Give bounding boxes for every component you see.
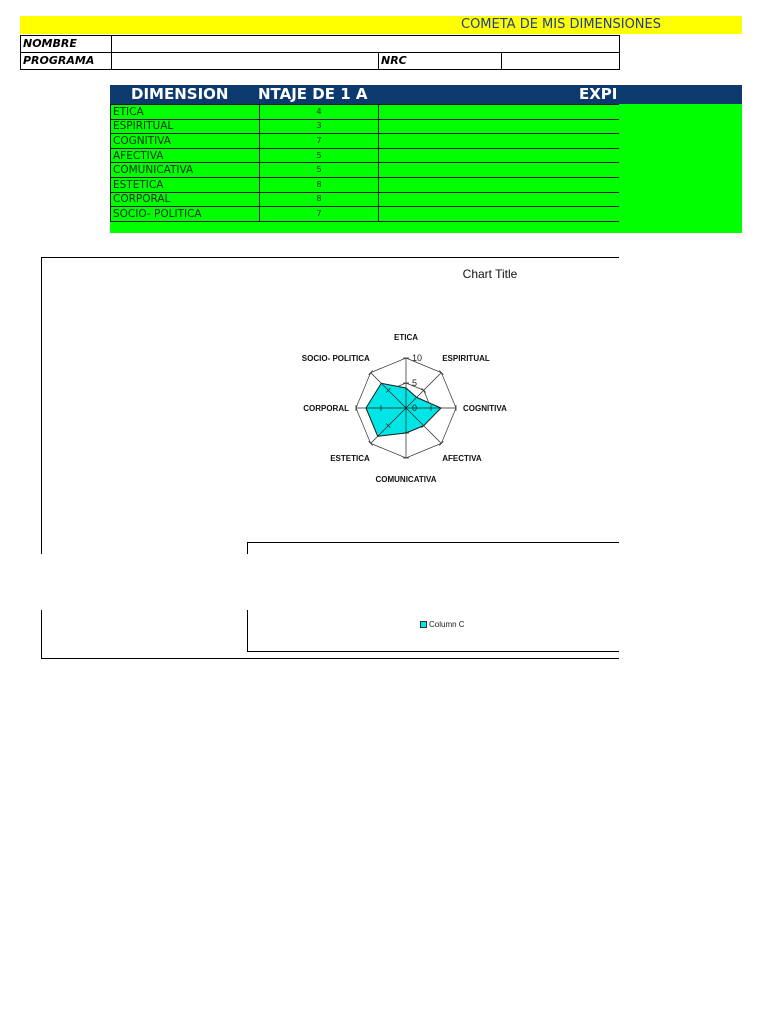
score-cell[interactable]: 7 xyxy=(260,207,379,222)
legend-label: Column C xyxy=(429,620,465,629)
score-cell[interactable]: 7 xyxy=(260,134,379,149)
score-cell[interactable]: 5 xyxy=(260,163,379,178)
dimension-cell[interactable]: ESPIRITUAL xyxy=(111,119,260,134)
radar-tick-label: 10 xyxy=(412,353,423,363)
programa-label: PROGRAMA xyxy=(21,53,112,70)
dimension-cell[interactable]: SOCIO- POLITICA xyxy=(111,207,260,222)
score-cell[interactable]: 8 xyxy=(260,177,379,192)
score-cell[interactable]: 5 xyxy=(260,148,379,163)
header-dimension: DIMENSION xyxy=(131,85,229,103)
dimension-cell[interactable]: ETICA xyxy=(111,105,260,120)
radar-category-label: ESTETICA xyxy=(330,454,370,464)
dimension-cell[interactable]: AFECTIVA xyxy=(111,148,260,163)
legend-swatch xyxy=(420,621,427,628)
nombre-label: NOMBRE xyxy=(21,36,112,53)
radar-category-label: ESPIRITUAL xyxy=(442,353,490,363)
dimension-cell[interactable]: COGNITIVA xyxy=(111,134,260,149)
radar-category-label: CORPORAL xyxy=(303,404,349,413)
radar-category-label: COMUNICATIVA xyxy=(375,475,437,484)
radar-axes xyxy=(356,358,456,458)
dimension-cell[interactable]: CORPORAL xyxy=(111,192,260,207)
score-cell[interactable]: 3 xyxy=(260,119,379,134)
header-score: NTAJE DE 1 A xyxy=(258,85,368,103)
radar-tick-label: 5 xyxy=(412,378,418,388)
nrc-label: NRC xyxy=(379,53,502,70)
dimension-cell[interactable]: COMUNICATIVA xyxy=(111,163,260,178)
dimension-cell[interactable]: ESTETICA xyxy=(111,177,260,192)
radar-category-label: ETICA xyxy=(394,333,418,342)
legend-box[interactable] xyxy=(247,542,619,652)
radar-series-area xyxy=(366,383,441,436)
radar-category-label: AFECTIVA xyxy=(442,454,482,464)
score-cell[interactable]: 8 xyxy=(260,192,379,207)
radar-category-label: COGNITIVA xyxy=(463,404,507,413)
header-explanation: EXPI xyxy=(579,85,618,103)
score-cell[interactable]: 4 xyxy=(260,105,379,120)
sheet-title: COMETA DE MIS DIMENSIONES xyxy=(461,17,661,32)
radar-category-label: SOCIO- POLITICA xyxy=(301,353,370,363)
chart-title: Chart Title xyxy=(462,267,518,281)
frame-gap xyxy=(38,554,46,610)
legend-item xyxy=(420,620,465,629)
radar-tick-label: 0 xyxy=(412,403,418,413)
frame-gap-2 xyxy=(244,554,252,610)
green-band-right xyxy=(619,104,742,233)
